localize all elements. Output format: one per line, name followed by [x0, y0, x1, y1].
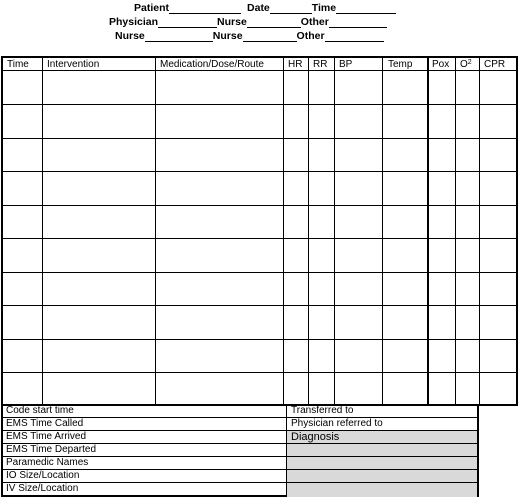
ems-time-called-label: EMS Time Called [6, 418, 84, 429]
transferred-to-label: Transferred to [286, 405, 477, 417]
entry-row-rule [3, 372, 516, 373]
physician-referred-to-label: Physician referred to [286, 418, 477, 430]
col-divider [283, 58, 284, 404]
col-header-rr: RR [313, 59, 328, 70]
nurse-field-1[interactable] [247, 18, 301, 28]
header-row-1 [134, 0, 396, 14]
ems-time-arrived-label: EMS Time Arrived [6, 431, 87, 442]
entry-row-rule [3, 205, 516, 206]
nurse-field-2[interactable] [145, 32, 213, 42]
physician-field[interactable] [158, 18, 217, 28]
time-label: Time [311, 2, 337, 14]
col-divider [334, 58, 335, 404]
info-row [3, 444, 477, 457]
date-field[interactable] [270, 4, 312, 14]
col-header-medication: Medication/Dose/Route [160, 59, 264, 70]
entry-row-rule [3, 171, 516, 172]
other-field-2[interactable] [325, 32, 384, 42]
o2-label: O [460, 59, 468, 70]
info-row [3, 418, 477, 431]
patient-label: Patient [134, 2, 170, 14]
nurse-label-3: Nurse [212, 30, 243, 42]
date-label: Date [247, 2, 270, 14]
col-divider [155, 58, 156, 404]
header-row-2 [109, 14, 387, 28]
paramedic-names-label: Paramedic Names [6, 457, 89, 468]
flow-sheet-table [1, 56, 518, 406]
code-info-table [1, 405, 479, 497]
col-header-o2 [460, 59, 472, 70]
info-row [3, 483, 477, 497]
col-divider [308, 58, 309, 404]
col-divider [455, 58, 456, 404]
info-row [3, 431, 477, 444]
entry-row-rule [3, 305, 516, 306]
col-divider [479, 58, 480, 404]
header-rule [3, 70, 516, 71]
other-label-1: Other [300, 16, 329, 28]
entry-row-rule [3, 272, 516, 273]
o2-superscript: 2 [467, 59, 472, 66]
col-divider [382, 58, 383, 404]
col-header-bp: BP [339, 59, 353, 70]
nurse-label-2: Nurse [115, 30, 145, 42]
info-row [3, 405, 477, 418]
col-header-hr: HR [288, 59, 303, 70]
shaded-cell[interactable] [286, 470, 477, 482]
ems-time-departed-label: EMS Time Departed [6, 444, 97, 455]
shaded-cell[interactable] [286, 483, 477, 497]
entry-row-rule [3, 339, 516, 340]
diagnosis-label: Diagnosis [286, 431, 477, 443]
patient-field[interactable] [169, 4, 241, 14]
io-size-location-label: IO Size/Location [6, 470, 80, 481]
col-divider-thick [427, 58, 429, 404]
physician-label: Physician [109, 16, 159, 28]
col-header-intervention: Intervention [47, 59, 100, 70]
shaded-cell[interactable] [286, 457, 477, 469]
col-header-pox: Pox [432, 59, 450, 70]
col-header-temp: Temp [388, 59, 413, 70]
other-label-2: Other [296, 30, 325, 42]
entry-row-rule [3, 238, 516, 239]
col-header-time: Time [7, 59, 29, 70]
shaded-cell[interactable] [286, 444, 477, 456]
nurse-field-3[interactable] [243, 32, 297, 42]
col-divider [42, 58, 43, 404]
nurse-label-1: Nurse [217, 16, 247, 28]
header-row-3 [115, 28, 384, 42]
iv-size-location-label: IV Size/Location [6, 483, 79, 494]
info-row [3, 457, 477, 470]
other-field-1[interactable] [329, 18, 387, 28]
entry-row-rule [3, 138, 516, 139]
code-start-time-label: Code start time [6, 405, 74, 416]
time-field[interactable] [336, 4, 396, 14]
entry-row-rule [3, 104, 516, 105]
info-row [3, 470, 477, 483]
col-header-cpr: CPR [484, 59, 506, 70]
